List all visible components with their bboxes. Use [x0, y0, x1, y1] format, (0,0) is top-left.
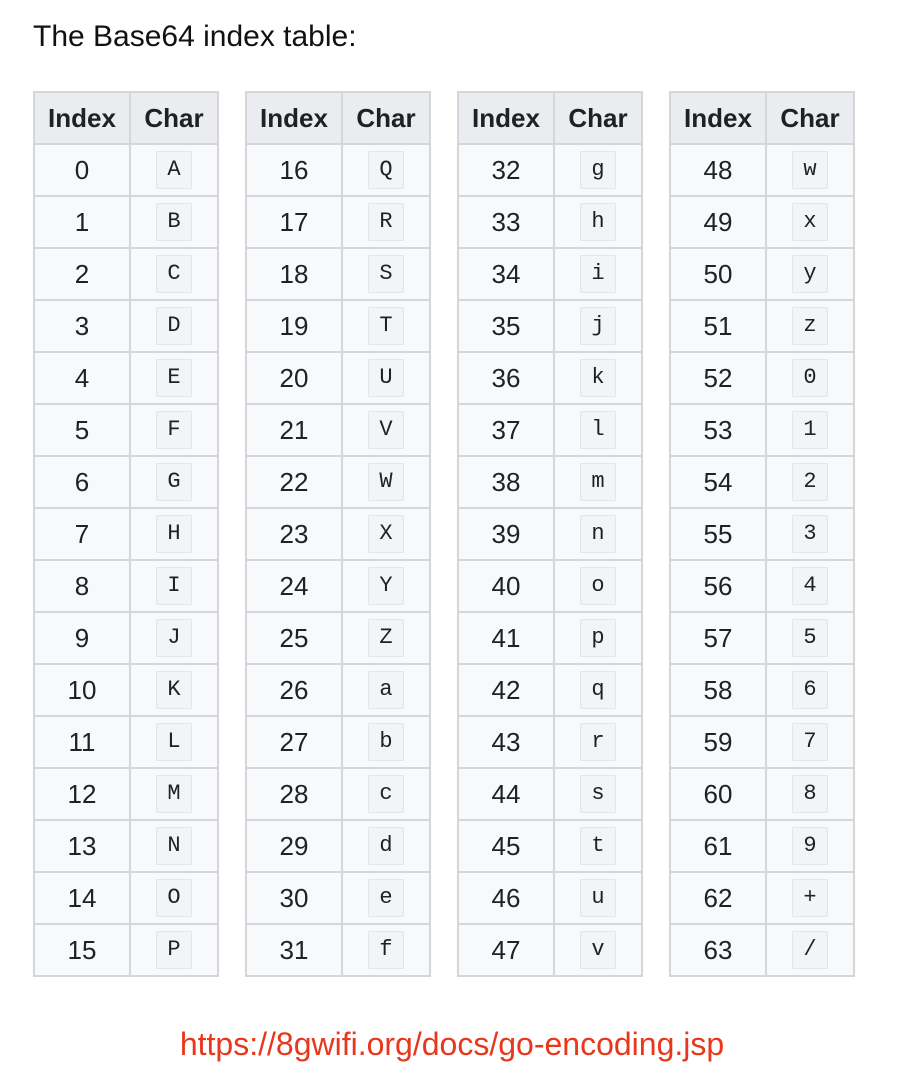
table-row	[34, 612, 218, 664]
index-table-2	[245, 91, 431, 977]
column-header-index: Index	[458, 92, 554, 144]
index-cell: 43	[458, 716, 554, 768]
char-cell	[554, 560, 642, 612]
char-cell	[130, 300, 218, 352]
char-cell	[554, 248, 642, 300]
table-row	[670, 144, 854, 196]
index-cell: 0	[34, 144, 130, 196]
index-cell: 41	[458, 612, 554, 664]
char-code: i	[580, 255, 616, 293]
table-row	[246, 560, 430, 612]
index-cell: 35	[458, 300, 554, 352]
char-code: +	[792, 879, 828, 917]
char-cell	[554, 924, 642, 976]
table-row	[670, 300, 854, 352]
char-code: j	[580, 307, 616, 345]
table-row	[670, 820, 854, 872]
char-code: C	[156, 255, 192, 293]
char-code: f	[368, 931, 404, 969]
table-row	[246, 456, 430, 508]
index-cell: 59	[670, 716, 766, 768]
char-code: O	[156, 879, 192, 917]
table-row	[34, 924, 218, 976]
char-cell	[554, 196, 642, 248]
table-row	[246, 196, 430, 248]
table-row	[670, 508, 854, 560]
char-code: y	[792, 255, 828, 293]
index-cell: 3	[34, 300, 130, 352]
column-header-index: Index	[246, 92, 342, 144]
char-code: M	[156, 775, 192, 813]
char-cell	[554, 716, 642, 768]
char-cell	[342, 612, 430, 664]
char-code: 1	[792, 411, 828, 449]
table-row	[458, 924, 642, 976]
index-cell: 19	[246, 300, 342, 352]
char-cell	[342, 144, 430, 196]
index-cell: 14	[34, 872, 130, 924]
index-cell: 23	[246, 508, 342, 560]
index-table-3	[457, 91, 643, 977]
char-code: N	[156, 827, 192, 865]
index-cell: 6	[34, 456, 130, 508]
index-cell: 34	[458, 248, 554, 300]
char-code: 9	[792, 827, 828, 865]
table-row	[34, 248, 218, 300]
char-cell	[554, 144, 642, 196]
char-code: A	[156, 151, 192, 189]
char-cell	[342, 300, 430, 352]
table-row	[246, 248, 430, 300]
char-code: a	[368, 671, 404, 709]
char-code: D	[156, 307, 192, 345]
char-cell	[342, 820, 430, 872]
table-row	[670, 768, 854, 820]
char-code: k	[580, 359, 616, 397]
table-row	[246, 508, 430, 560]
char-code: z	[792, 307, 828, 345]
char-cell	[554, 820, 642, 872]
table-row	[246, 612, 430, 664]
char-cell	[766, 612, 854, 664]
index-cell: 46	[458, 872, 554, 924]
table-row	[246, 144, 430, 196]
char-cell	[342, 508, 430, 560]
char-code: U	[368, 359, 404, 397]
index-cell: 20	[246, 352, 342, 404]
index-cell: 1	[34, 196, 130, 248]
char-cell	[766, 768, 854, 820]
char-cell	[766, 820, 854, 872]
char-code: I	[156, 567, 192, 605]
table-row	[670, 248, 854, 300]
char-cell	[554, 664, 642, 716]
char-code: h	[580, 203, 616, 241]
index-cell: 26	[246, 664, 342, 716]
index-cell: 37	[458, 404, 554, 456]
char-cell	[342, 560, 430, 612]
column-header-char: Char	[554, 92, 642, 144]
table-row	[34, 404, 218, 456]
char-code: r	[580, 723, 616, 761]
table-row	[34, 196, 218, 248]
table-row	[34, 820, 218, 872]
table-row	[458, 248, 642, 300]
index-cell: 15	[34, 924, 130, 976]
char-code: P	[156, 931, 192, 969]
char-cell	[342, 716, 430, 768]
char-cell	[554, 404, 642, 456]
index-cell: 8	[34, 560, 130, 612]
char-cell	[130, 560, 218, 612]
char-code: 5	[792, 619, 828, 657]
char-code: L	[156, 723, 192, 761]
char-code: 8	[792, 775, 828, 813]
char-cell	[766, 664, 854, 716]
char-code: u	[580, 879, 616, 917]
char-code: Z	[368, 619, 404, 657]
table-row	[458, 352, 642, 404]
table-row	[34, 144, 218, 196]
header-row	[246, 92, 430, 144]
table-row	[458, 872, 642, 924]
index-cell: 10	[34, 664, 130, 716]
char-code: V	[368, 411, 404, 449]
char-code: t	[580, 827, 616, 865]
char-code: x	[792, 203, 828, 241]
index-cell: 50	[670, 248, 766, 300]
char-cell	[554, 300, 642, 352]
index-cell: 13	[34, 820, 130, 872]
char-cell	[554, 612, 642, 664]
char-code: d	[368, 827, 404, 865]
index-cell: 22	[246, 456, 342, 508]
column-header-char: Char	[342, 92, 430, 144]
char-cell	[766, 144, 854, 196]
table-row	[670, 404, 854, 456]
index-cell: 49	[670, 196, 766, 248]
table-row	[458, 664, 642, 716]
char-cell	[766, 248, 854, 300]
header-row	[34, 92, 218, 144]
char-code: X	[368, 515, 404, 553]
char-cell	[554, 456, 642, 508]
index-cell: 48	[670, 144, 766, 196]
char-cell	[766, 716, 854, 768]
table-row	[458, 404, 642, 456]
char-code: 0	[792, 359, 828, 397]
table-row	[458, 560, 642, 612]
char-cell	[130, 144, 218, 196]
index-table-1	[33, 91, 219, 977]
char-code: Y	[368, 567, 404, 605]
table-row	[246, 664, 430, 716]
char-cell	[766, 404, 854, 456]
index-cell: 57	[670, 612, 766, 664]
table-row	[246, 872, 430, 924]
char-code: Q	[368, 151, 404, 189]
table-row	[458, 508, 642, 560]
index-cell: 16	[246, 144, 342, 196]
index-cell: 62	[670, 872, 766, 924]
char-code: 4	[792, 567, 828, 605]
table-row	[246, 924, 430, 976]
table-row	[670, 664, 854, 716]
index-cell: 60	[670, 768, 766, 820]
table-row	[34, 508, 218, 560]
index-cell: 30	[246, 872, 342, 924]
table-row	[670, 612, 854, 664]
char-cell	[342, 404, 430, 456]
char-cell	[130, 924, 218, 976]
index-cell: 31	[246, 924, 342, 976]
char-cell	[130, 664, 218, 716]
index-cell: 24	[246, 560, 342, 612]
char-cell	[766, 456, 854, 508]
index-cell: 11	[34, 716, 130, 768]
header-row	[458, 92, 642, 144]
index-cell: 12	[34, 768, 130, 820]
char-code: /	[792, 931, 828, 969]
char-code: J	[156, 619, 192, 657]
index-cell: 4	[34, 352, 130, 404]
column-header-index: Index	[670, 92, 766, 144]
index-cell: 7	[34, 508, 130, 560]
index-cell: 54	[670, 456, 766, 508]
index-cell: 25	[246, 612, 342, 664]
index-cell: 63	[670, 924, 766, 976]
char-cell	[766, 352, 854, 404]
index-cell: 42	[458, 664, 554, 716]
table-row	[34, 716, 218, 768]
table-row	[458, 716, 642, 768]
index-cell: 27	[246, 716, 342, 768]
char-cell	[130, 768, 218, 820]
index-cell: 21	[246, 404, 342, 456]
char-code: T	[368, 307, 404, 345]
table-row	[670, 196, 854, 248]
char-cell	[130, 352, 218, 404]
char-cell	[130, 872, 218, 924]
char-cell	[130, 196, 218, 248]
table-row	[670, 872, 854, 924]
index-cell: 53	[670, 404, 766, 456]
char-cell	[766, 300, 854, 352]
index-cell: 17	[246, 196, 342, 248]
index-table-4	[669, 91, 855, 977]
base64-index-tables	[33, 91, 855, 977]
table-row	[34, 664, 218, 716]
char-cell	[342, 248, 430, 300]
index-cell: 2	[34, 248, 130, 300]
index-cell: 52	[670, 352, 766, 404]
header-row	[670, 92, 854, 144]
char-code: p	[580, 619, 616, 657]
source-link[interactable]: https://8gwifi.org/docs/go-encoding.jsp	[179, 1026, 725, 1062]
char-cell	[130, 508, 218, 560]
index-cell: 58	[670, 664, 766, 716]
index-cell: 47	[458, 924, 554, 976]
column-header-char: Char	[130, 92, 218, 144]
index-cell: 28	[246, 768, 342, 820]
table-row	[458, 144, 642, 196]
char-code: K	[156, 671, 192, 709]
char-code: S	[368, 255, 404, 293]
table-row	[670, 456, 854, 508]
column-header-char: Char	[766, 92, 854, 144]
index-cell: 44	[458, 768, 554, 820]
char-code: W	[368, 463, 404, 501]
char-code: q	[580, 671, 616, 709]
table-row	[246, 820, 430, 872]
index-cell: 45	[458, 820, 554, 872]
char-code: w	[792, 151, 828, 189]
index-cell: 32	[458, 144, 554, 196]
index-cell: 56	[670, 560, 766, 612]
table-row	[34, 352, 218, 404]
table-row	[34, 560, 218, 612]
char-code: R	[368, 203, 404, 241]
char-code: e	[368, 879, 404, 917]
char-cell	[342, 872, 430, 924]
char-code: o	[580, 567, 616, 605]
char-code: F	[156, 411, 192, 449]
char-cell	[554, 352, 642, 404]
char-code: v	[580, 931, 616, 969]
table-row	[458, 300, 642, 352]
char-cell	[342, 456, 430, 508]
table-row	[246, 404, 430, 456]
char-code: H	[156, 515, 192, 553]
char-code: n	[580, 515, 616, 553]
char-cell	[554, 768, 642, 820]
char-cell	[342, 352, 430, 404]
char-cell	[130, 820, 218, 872]
char-cell	[342, 768, 430, 820]
char-cell	[766, 508, 854, 560]
char-cell	[766, 196, 854, 248]
table-row	[458, 768, 642, 820]
table-row	[246, 716, 430, 768]
char-code: G	[156, 463, 192, 501]
table-row	[34, 872, 218, 924]
char-cell	[130, 248, 218, 300]
table-row	[246, 768, 430, 820]
table-row	[246, 300, 430, 352]
char-cell	[342, 196, 430, 248]
char-code: 6	[792, 671, 828, 709]
char-code: c	[368, 775, 404, 813]
char-code: 7	[792, 723, 828, 761]
table-row	[670, 924, 854, 976]
char-code: 2	[792, 463, 828, 501]
char-code: g	[580, 151, 616, 189]
page-title: The Base64 index table:	[33, 20, 357, 53]
char-code: l	[580, 411, 616, 449]
char-cell	[554, 872, 642, 924]
index-cell: 5	[34, 404, 130, 456]
index-cell: 51	[670, 300, 766, 352]
char-code: s	[580, 775, 616, 813]
index-cell: 40	[458, 560, 554, 612]
char-code: 3	[792, 515, 828, 553]
index-cell: 55	[670, 508, 766, 560]
char-code: b	[368, 723, 404, 761]
table-row	[34, 300, 218, 352]
char-cell	[130, 404, 218, 456]
index-cell: 9	[34, 612, 130, 664]
char-code: B	[156, 203, 192, 241]
table-row	[670, 716, 854, 768]
char-code: E	[156, 359, 192, 397]
char-cell	[130, 456, 218, 508]
table-row	[458, 196, 642, 248]
index-cell: 39	[458, 508, 554, 560]
char-cell	[766, 560, 854, 612]
char-cell	[766, 872, 854, 924]
table-row	[458, 612, 642, 664]
table-row	[670, 560, 854, 612]
index-cell: 18	[246, 248, 342, 300]
table-row	[34, 768, 218, 820]
char-cell	[342, 924, 430, 976]
table-row	[670, 352, 854, 404]
index-cell: 38	[458, 456, 554, 508]
char-cell	[766, 924, 854, 976]
char-cell	[342, 664, 430, 716]
table-row	[458, 820, 642, 872]
column-header-index: Index	[34, 92, 130, 144]
table-row	[458, 456, 642, 508]
table-row	[34, 456, 218, 508]
table-row	[246, 352, 430, 404]
index-cell: 33	[458, 196, 554, 248]
char-cell	[130, 716, 218, 768]
index-cell: 36	[458, 352, 554, 404]
index-cell: 29	[246, 820, 342, 872]
char-cell	[130, 612, 218, 664]
index-cell: 61	[670, 820, 766, 872]
char-code: m	[580, 463, 616, 501]
char-cell	[554, 508, 642, 560]
